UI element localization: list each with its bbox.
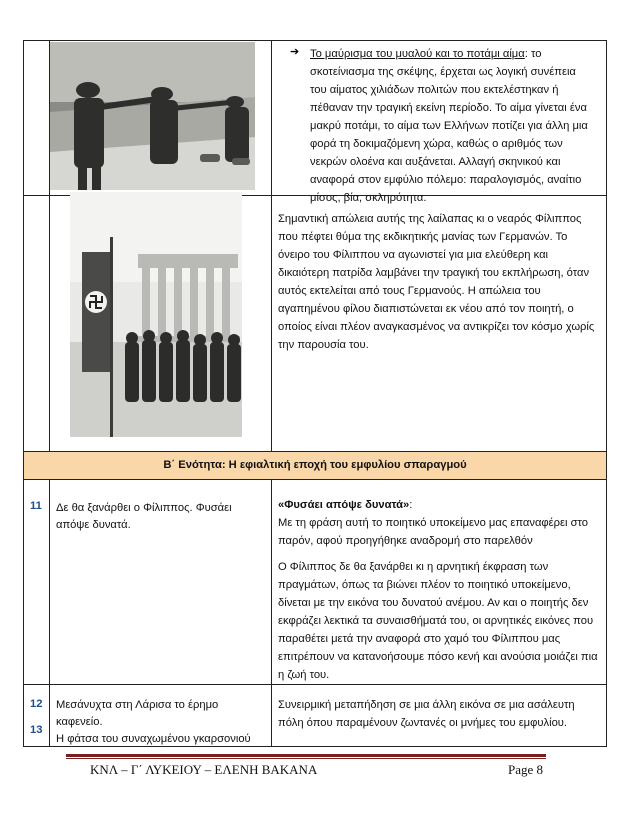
poem-lines: Η φάτσα του συναχωμένου γκαρσονιού — [56, 733, 251, 745]
footer-title: ΚΝΛ – Γ΄ ΛΥΚΕΙΟΥ – ΕΛΕΝΗ ΒΑΚΑΝΑ — [90, 762, 318, 777]
commentary-paragraph: Ο Φίλιππος δε θα ξανάρθει κι η αρνητική έκφραση των πραγμάτων, όπως τα βιώνει πλέον το ποιητικό υποκείμενο, δίνεται με την εικόνα του δυνατού ανέμου. Αν και ο ποιητής δεν εκφράζει λεκτικά τα συναισθήματά του, οι αρνητικές εικόνες που παραθέτει μετά την αναφορά στο χαμό του Φίλιππου μας επιτρέπουν να κατανοήσουμε πόσο κενή και ανούσια μοιάζει πια η ζωή του. — [278, 561, 598, 681]
section-header — [24, 451, 606, 480]
bullet-text — [310, 45, 595, 207]
section-title: Β΄ Ενότητα: Η εφιαλτική εποχή του εμφυλίου σπαραγμού — [163, 459, 467, 471]
table-divider-mid — [271, 40, 272, 452]
footer-rule — [66, 758, 546, 759]
execution-photo — [50, 42, 255, 190]
table-divider-mid-lower — [271, 480, 272, 747]
phrase-title: «Φυσάει απόψε δυνατά» — [278, 499, 410, 511]
commentary-paragraph: Σημαντική απώλεια αυτής της λαίλαπας κι ο νεαρός Φίλιππος που πέφτει θύμα της εκδικητικής μανίας των Γερμανών. Το όνειρο του Φίλιππου να αγωνιστεί για μια ελεύθερη και δικαιότερη πατρίδα λαμβάνει την τραγική του εκπλήρωση, όταν αυτός εκτελείται από τους Γερμανούς. Η απώλεια του αγαπημένου φίλου διαπιστώνεται εκ νέου από τον ποιητή, ο οποίος είναι πλέον αναγκασμένος να αντικρίζει τον κόσμο χωρίς την παρουσία του. — [278, 213, 595, 351]
bullet-body: : το σκοτείνιασμα της σκέψης, έρχεται ως λογική συνέπεια του αίματος χιλιάδων πολιτών που εκτελέστηκαν ή πέθαναν την τραγική εκείνη περίοδο. Το αίμα γίνεται ένα μακρύ ποτάμι, το αίμα των Ελλήνων ποτίζει για άλλη μια φορά τη δοκιμαζόμενη χώρα, καθώς ο αριθμός των νεκρών ολοένα και αυξάνεται. Αλλαγή σκηνικού και αναφορά στον εμφύλιο πόλεμο: παραλογισμός, αναίτιο μίσος, βία, σκληρότητα. — [310, 48, 588, 204]
line-number: 13 — [30, 724, 43, 736]
poem-lines: Δε θα ξανάρθει ο Φίλιππος. Φυσάει απόψε δυνατά. — [56, 502, 232, 531]
phrase-title-suffix: : — [409, 499, 413, 511]
arrow-right-icon: ➔ — [290, 46, 300, 58]
page-number: Page 8 — [508, 762, 544, 777]
bullet-title: Το μαύρισμα του μυαλού και το ποτάμι αίμα — [310, 48, 525, 60]
footer-rule — [66, 754, 546, 757]
phrase-heading — [278, 496, 598, 514]
acropolis-flag-photo — [70, 192, 242, 437]
table-row-divider — [24, 684, 607, 685]
commentary-paragraph: Συνειρμική μεταπήδηση σε μια άλλη εικόνα σε μια ασάλευτη πόλη όπου παραμένουν ζωντανές οι μνήμες του εμφυλίου. — [278, 699, 575, 729]
line-number: 11 — [30, 500, 42, 512]
commentary-paragraph: Με τη φράση αυτή το ποιητικό υποκείμενο μας επαναφέρει στο παρόν, αφού προηγήθηκε αναδρομή στο παρελθόν — [278, 517, 588, 547]
poem-lines: Μεσάνυχτα στη Λάρισα το έρημο καφενείο. — [56, 699, 219, 728]
line-number: 12 — [30, 698, 43, 710]
